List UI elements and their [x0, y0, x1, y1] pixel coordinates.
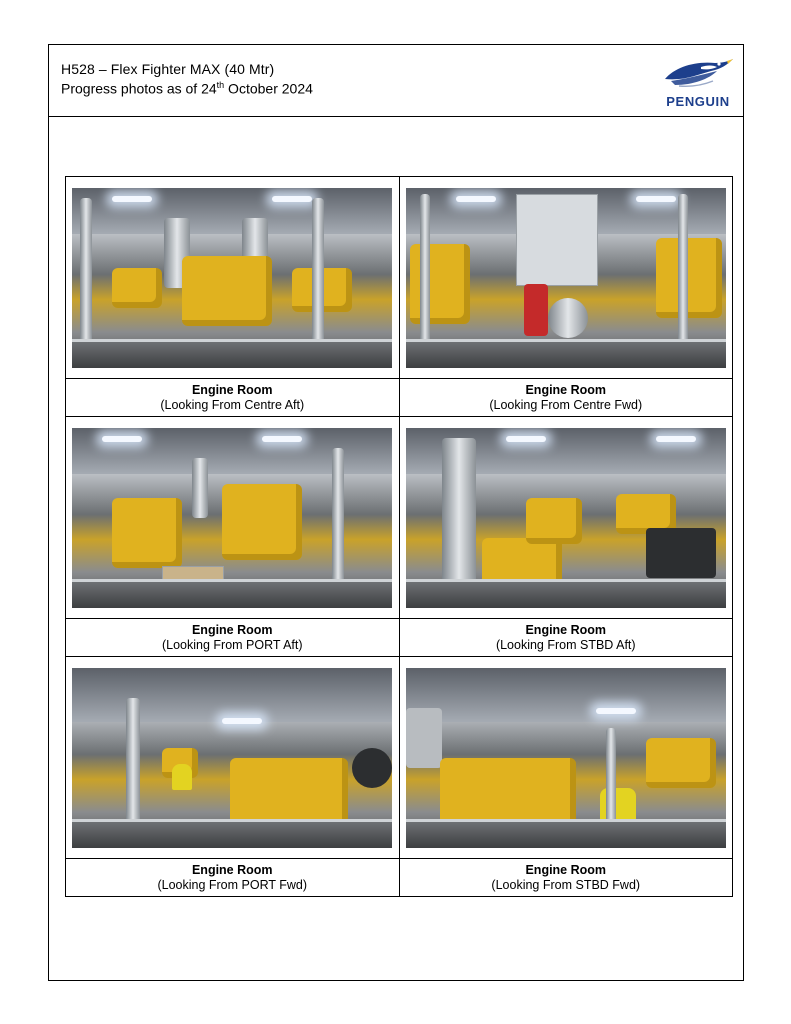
photo-caption	[399, 859, 733, 897]
photo-cell	[66, 177, 400, 379]
engine-room-photo	[72, 428, 392, 608]
caption-title: Engine Room	[525, 382, 607, 397]
photo-caption	[66, 379, 400, 417]
caption-subtitle: (Looking From Centre Fwd)	[489, 397, 643, 412]
photo-cell	[66, 657, 400, 859]
photo-cell	[66, 417, 400, 619]
caption-title: Engine Room	[191, 862, 273, 877]
photo-caption	[399, 379, 733, 417]
photo-cell	[399, 657, 733, 859]
page-header	[49, 45, 743, 117]
caption-subtitle: (Looking From PORT Fwd)	[157, 877, 308, 892]
penguin-logo	[661, 53, 735, 111]
caption-subtitle: (Looking From PORT Aft)	[161, 637, 303, 652]
logo-wordmark: PENGUIN	[666, 94, 730, 109]
caption-subtitle: (Looking From STBD Fwd)	[491, 877, 641, 892]
photo-caption	[66, 859, 400, 897]
caption-title: Engine Room	[525, 622, 607, 637]
engine-room-photo	[406, 668, 726, 848]
engine-room-photo	[406, 428, 726, 608]
engine-room-photo	[72, 188, 392, 368]
caption-title: Engine Room	[525, 862, 607, 877]
photo-cell	[399, 177, 733, 379]
caption-subtitle: (Looking From STBD Aft)	[495, 637, 636, 652]
penguin-bird-icon	[661, 53, 735, 93]
engine-room-photo	[72, 668, 392, 848]
photo-caption	[66, 619, 400, 657]
caption-subtitle: (Looking From Centre Aft)	[160, 397, 305, 412]
photo-caption	[399, 619, 733, 657]
photo-cell	[399, 417, 733, 619]
document-subtitle: Progress photos as of 24th October 2024	[61, 80, 313, 97]
engine-room-photo	[406, 188, 726, 368]
document-title: H528 – Flex Fighter MAX (40 Mtr)	[61, 61, 275, 77]
caption-title: Engine Room	[191, 382, 273, 397]
caption-title: Engine Room	[191, 622, 273, 637]
photo-grid	[65, 176, 733, 897]
